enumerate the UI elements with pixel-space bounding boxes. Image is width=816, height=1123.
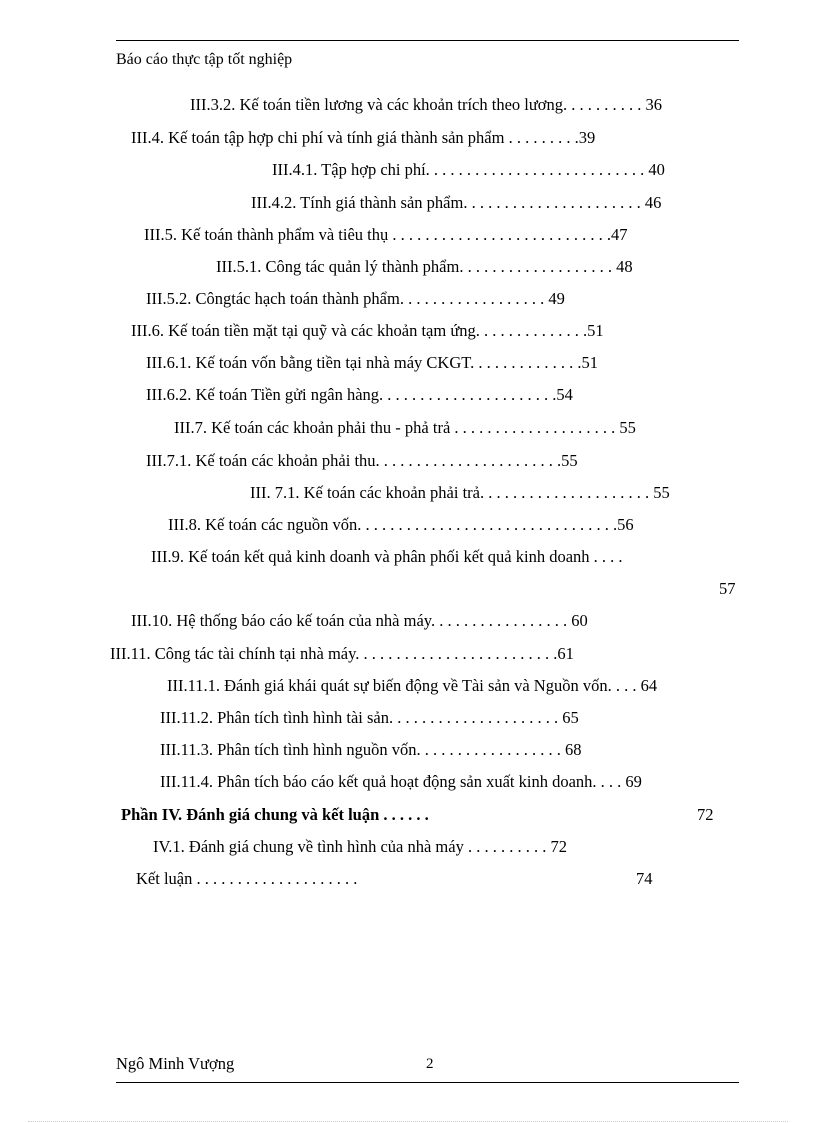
toc-entry: III.7.1. Kế toán các khoản phải thu. . . . . . . . . . . . . . . . . . . . . . .55 bbox=[146, 451, 578, 470]
toc-entry: III.11.1. Đánh giá khái quát sự biến động về Tài sản và Nguồn vốn. . . . 64 bbox=[167, 676, 658, 695]
toc-entry: III.8. Kế toán các nguồn vốn. . . . . . . . . . . . . . . . . . . . . . . . . . . . . . . .56 bbox=[168, 515, 634, 534]
toc-entry: III. 7.1. Kế toán các khoản phải trả. . . . . . . . . . . . . . . . . . . . . 55 bbox=[250, 483, 670, 502]
toc-entry: III.5. Kế toán thành phẩm và tiêu thụ . . . . . . . . . . . . . . . . . . . . . . . . . . .47 bbox=[144, 225, 628, 244]
toc-entry: III.6.2. Kế toán Tiền gửi ngân hàng. . . . . . . . . . . . . . . . . . . . . .54 bbox=[146, 385, 573, 404]
toc-entry-page: 74 bbox=[636, 869, 653, 888]
header-title: Báo cáo thực tập tốt nghiệp bbox=[116, 51, 293, 68]
toc-entry: III.4.1. Tập hợp chi phí. . . . . . . . . . . . . . . . . . . . . . . . . . . 40 bbox=[272, 160, 665, 179]
toc-entry: III.9. Kế toán kết quả kinh doanh và phân phối kết quả kinh doanh . . . . bbox=[151, 547, 623, 566]
footer-page-number: 2 bbox=[426, 1056, 434, 1072]
toc-entry: III.11.2. Phân tích tình hình tài sản. . . . . . . . . . . . . . . . . . . . . 65 bbox=[160, 708, 579, 727]
toc-entry: III.11. Công tác tài chính tại nhà máy. . . . . . . . . . . . . . . . . . . . . . . . .61 bbox=[110, 644, 574, 663]
toc-entry: III.10. Hệ thống báo cáo kế toán của nhà máy. . . . . . . . . . . . . . . . . 60 bbox=[131, 611, 588, 630]
header-rule bbox=[116, 40, 739, 41]
toc-entry: Phần IV. Đánh giá chung và kết luận . . . . . . bbox=[121, 805, 429, 824]
toc-entry: III.11.3. Phân tích tình hình nguồn vốn. . . . . . . . . . . . . . . . . . 68 bbox=[160, 740, 582, 759]
toc-entry-page: 72 bbox=[697, 805, 714, 824]
toc-entry: IV.1. Đánh giá chung về tình hình của nhà máy . . . . . . . . . . 72 bbox=[153, 837, 567, 856]
toc-entry: III.5.2. Côngtác hạch toán thành phẩm. . . . . . . . . . . . . . . . . . 49 bbox=[146, 289, 565, 308]
footer-rule bbox=[116, 1082, 739, 1083]
toc-entry: III.3.2. Kế toán tiền lương và các khoản trích theo lương. . . . . . . . . . 36 bbox=[190, 95, 663, 114]
toc-entry: III.11.4. Phân tích báo cáo kết quả hoạt động sản xuất kinh doanh. . . . 69 bbox=[160, 772, 642, 791]
toc-entry: Kết luận . . . . . . . . . . . . . . . . . . . . bbox=[136, 869, 358, 888]
toc-entry: III.6.1. Kế toán vốn bằng tiền tại nhà máy CKGT. . . . . . . . . . . . . .51 bbox=[146, 353, 598, 372]
toc-entry: III.5.1. Công tác quản lý thành phẩm. . . . . . . . . . . . . . . . . . . 48 bbox=[216, 257, 633, 276]
toc-entry: III.6. Kế toán tiền mặt tại quỹ và các khoản tạm ứng. . . . . . . . . . . . . .51 bbox=[131, 321, 604, 340]
toc-entry: III.7. Kế toán các khoản phải thu - phả trả . . . . . . . . . . . . . . . . . . . . 55 bbox=[174, 418, 636, 437]
page-edge-divider bbox=[28, 1121, 788, 1122]
toc-entry: III.4. Kế toán tập hợp chi phí và tính giá thành sản phẩm . . . . . . . . .39 bbox=[131, 128, 596, 147]
toc-entry: III.4.2. Tính giá thành sản phẩm. . . . . . . . . . . . . . . . . . . . . . 46 bbox=[251, 193, 662, 212]
toc-entry-page: 57 bbox=[719, 579, 736, 598]
footer-author: Ngô Minh Vượng bbox=[116, 1054, 235, 1073]
